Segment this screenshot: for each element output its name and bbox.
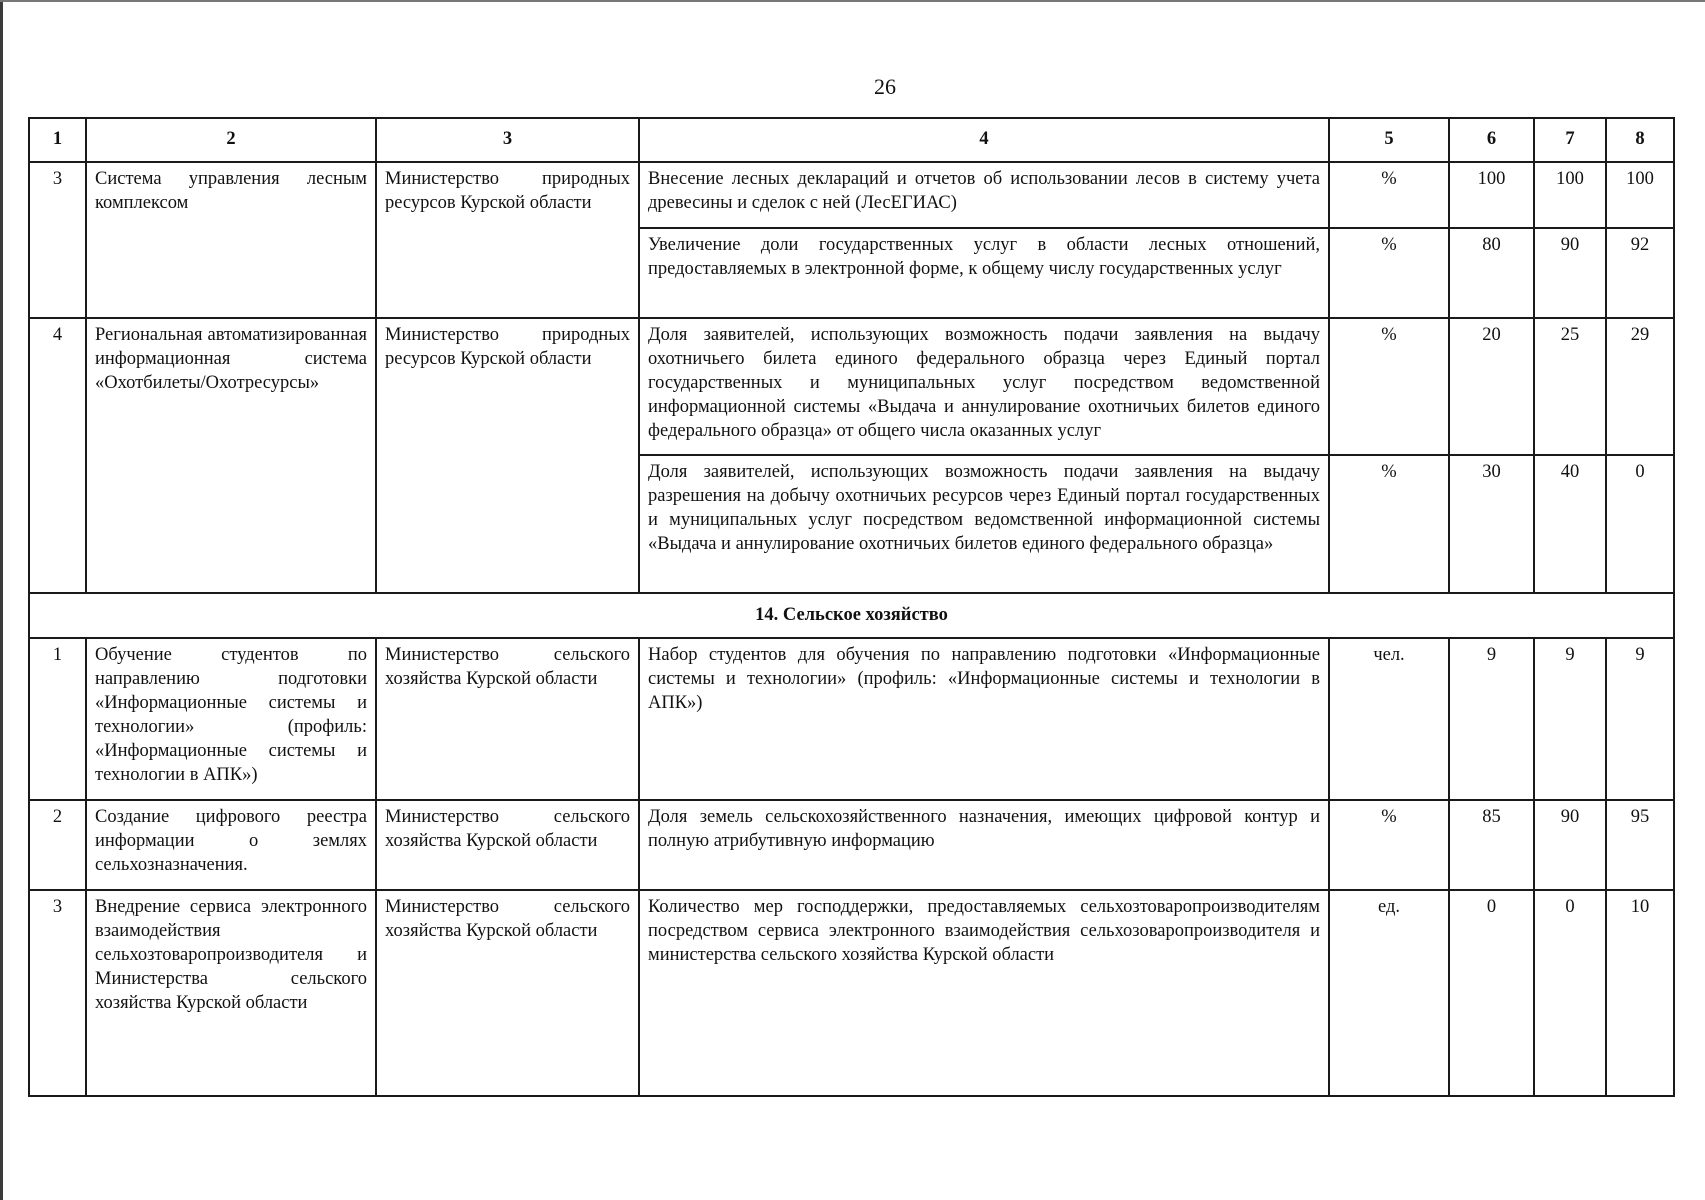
- system-name: Внедрение сервиса электронного взаимодействия сельхозтоваропроизводителя и Министерства сельского хозяйства Курской области: [86, 890, 376, 1096]
- ministry-name: Министерство природных ресурсов Курской области: [376, 318, 639, 593]
- value-col-7: 9: [1534, 638, 1606, 800]
- indicator-text: Доля заявителей, использующих возможность подачи заявления на выдачу охотничьего билета единого федерального образца через Единый портал государственных и муниципальных услуг посредством ведомственной информационной системы «Выдача и аннулирование охотничьих билетов единого федерального образца» от общего числа оказанных услуг: [639, 318, 1329, 455]
- value-col-8: 0: [1606, 455, 1674, 593]
- header-col-2: 2: [86, 118, 376, 162]
- indicator-unit: %: [1329, 228, 1449, 318]
- header-col-1: 1: [29, 118, 86, 162]
- value-col-6: 100: [1449, 162, 1534, 228]
- value-col-6: 9: [1449, 638, 1534, 800]
- indicator-unit: %: [1329, 318, 1449, 455]
- section-title: 14. Сельское хозяйство: [29, 593, 1674, 638]
- ministry-name: Министерство природных ресурсов Курской области: [376, 162, 639, 318]
- indicator-text: Доля земель сельскохозяйственного назначения, имеющих цифровой контур и полную атрибутивную информацию: [639, 800, 1329, 890]
- header-col-7: 7: [1534, 118, 1606, 162]
- value-col-6: 20: [1449, 318, 1534, 455]
- ministry-name: Министерство сельского хозяйства Курской области: [376, 800, 639, 890]
- table-header-row: [29, 118, 1674, 162]
- indicator-unit: %: [1329, 455, 1449, 593]
- indicator-text: Внесение лесных деклараций и отчетов об использовании лесов в систему учета древесины и сделок с ней (ЛесЕГИАС): [639, 162, 1329, 228]
- table-row: [29, 890, 1674, 1096]
- indicators-table: [28, 117, 1675, 1097]
- indicator-text: Доля заявителей, использующих возможность подачи заявления на выдачу разрешения на добычу охотничьих ресурсов через Единый портал государственных и муниципальных услуг посредством ведомственной информационной системы «Выдача и аннулирование охотничьих билетов единого федерального образца»: [639, 455, 1329, 593]
- system-name: Региональная автоматизированная информационная система «Охотбилеты/Охотресурсы»: [86, 318, 376, 593]
- indicator-unit: %: [1329, 800, 1449, 890]
- table-row: [29, 638, 1674, 800]
- indicator-unit: чел.: [1329, 638, 1449, 800]
- value-col-7: 100: [1534, 162, 1606, 228]
- indicator-unit: %: [1329, 162, 1449, 228]
- value-col-6: 0: [1449, 890, 1534, 1096]
- system-name: Система управления лесным комплексом: [86, 162, 376, 318]
- indicator-text: Увеличение доли государственных услуг в области лесных отношений, предоставляемых в электронной форме, к общему числу государственных услуг: [639, 228, 1329, 318]
- value-col-6: 85: [1449, 800, 1534, 890]
- system-name: Обучение студентов по направлению подготовки «Информационные системы и технологии» (профиль: «Информационные системы и технологии в АПК»): [86, 638, 376, 800]
- section-header-row: [29, 593, 1674, 638]
- scan-edge: [0, 0, 3, 1200]
- header-col-8: 8: [1606, 118, 1674, 162]
- indicator-unit: ед.: [1329, 890, 1449, 1096]
- table-row: [29, 800, 1674, 890]
- value-col-7: 40: [1534, 455, 1606, 593]
- value-col-6: 30: [1449, 455, 1534, 593]
- header-col-3: 3: [376, 118, 639, 162]
- value-col-8: 29: [1606, 318, 1674, 455]
- row-number: 4: [29, 318, 86, 593]
- scan-top-edge: [0, 0, 1705, 2]
- value-col-8: 100: [1606, 162, 1674, 228]
- value-col-8: 95: [1606, 800, 1674, 890]
- row-number: 3: [29, 162, 86, 318]
- value-col-7: 90: [1534, 800, 1606, 890]
- value-col-8: 92: [1606, 228, 1674, 318]
- value-col-7: 0: [1534, 890, 1606, 1096]
- header-col-6: 6: [1449, 118, 1534, 162]
- value-col-8: 10: [1606, 890, 1674, 1096]
- value-col-7: 25: [1534, 318, 1606, 455]
- row-number: 3: [29, 890, 86, 1096]
- header-col-5: 5: [1329, 118, 1449, 162]
- system-name: Создание цифрового реестра информации о землях сельхозназначения.: [86, 800, 376, 890]
- ministry-name: Министерство сельского хозяйства Курской области: [376, 638, 639, 800]
- value-col-6: 80: [1449, 228, 1534, 318]
- header-col-4: 4: [639, 118, 1329, 162]
- page-number: 26: [874, 74, 896, 99]
- row-number: 1: [29, 638, 86, 800]
- ministry-name: Министерство сельского хозяйства Курской области: [376, 890, 639, 1096]
- indicator-text: Набор студентов для обучения по направлению подготовки «Информационные системы и технологии» (профиль: «Информационные системы и технологии в АПК»): [639, 638, 1329, 800]
- indicator-text: Количество мер господдержки, предоставляемых сельхозтоваропроизводителям посредством сервиса электронного взаимодействия сельхозоваропроизводителя и министерства сельского хозяйства Курской области: [639, 890, 1329, 1096]
- value-col-7: 90: [1534, 228, 1606, 318]
- row-number: 2: [29, 800, 86, 890]
- table-row: [29, 318, 1674, 455]
- value-col-8: 9: [1606, 638, 1674, 800]
- table-row: [29, 162, 1674, 228]
